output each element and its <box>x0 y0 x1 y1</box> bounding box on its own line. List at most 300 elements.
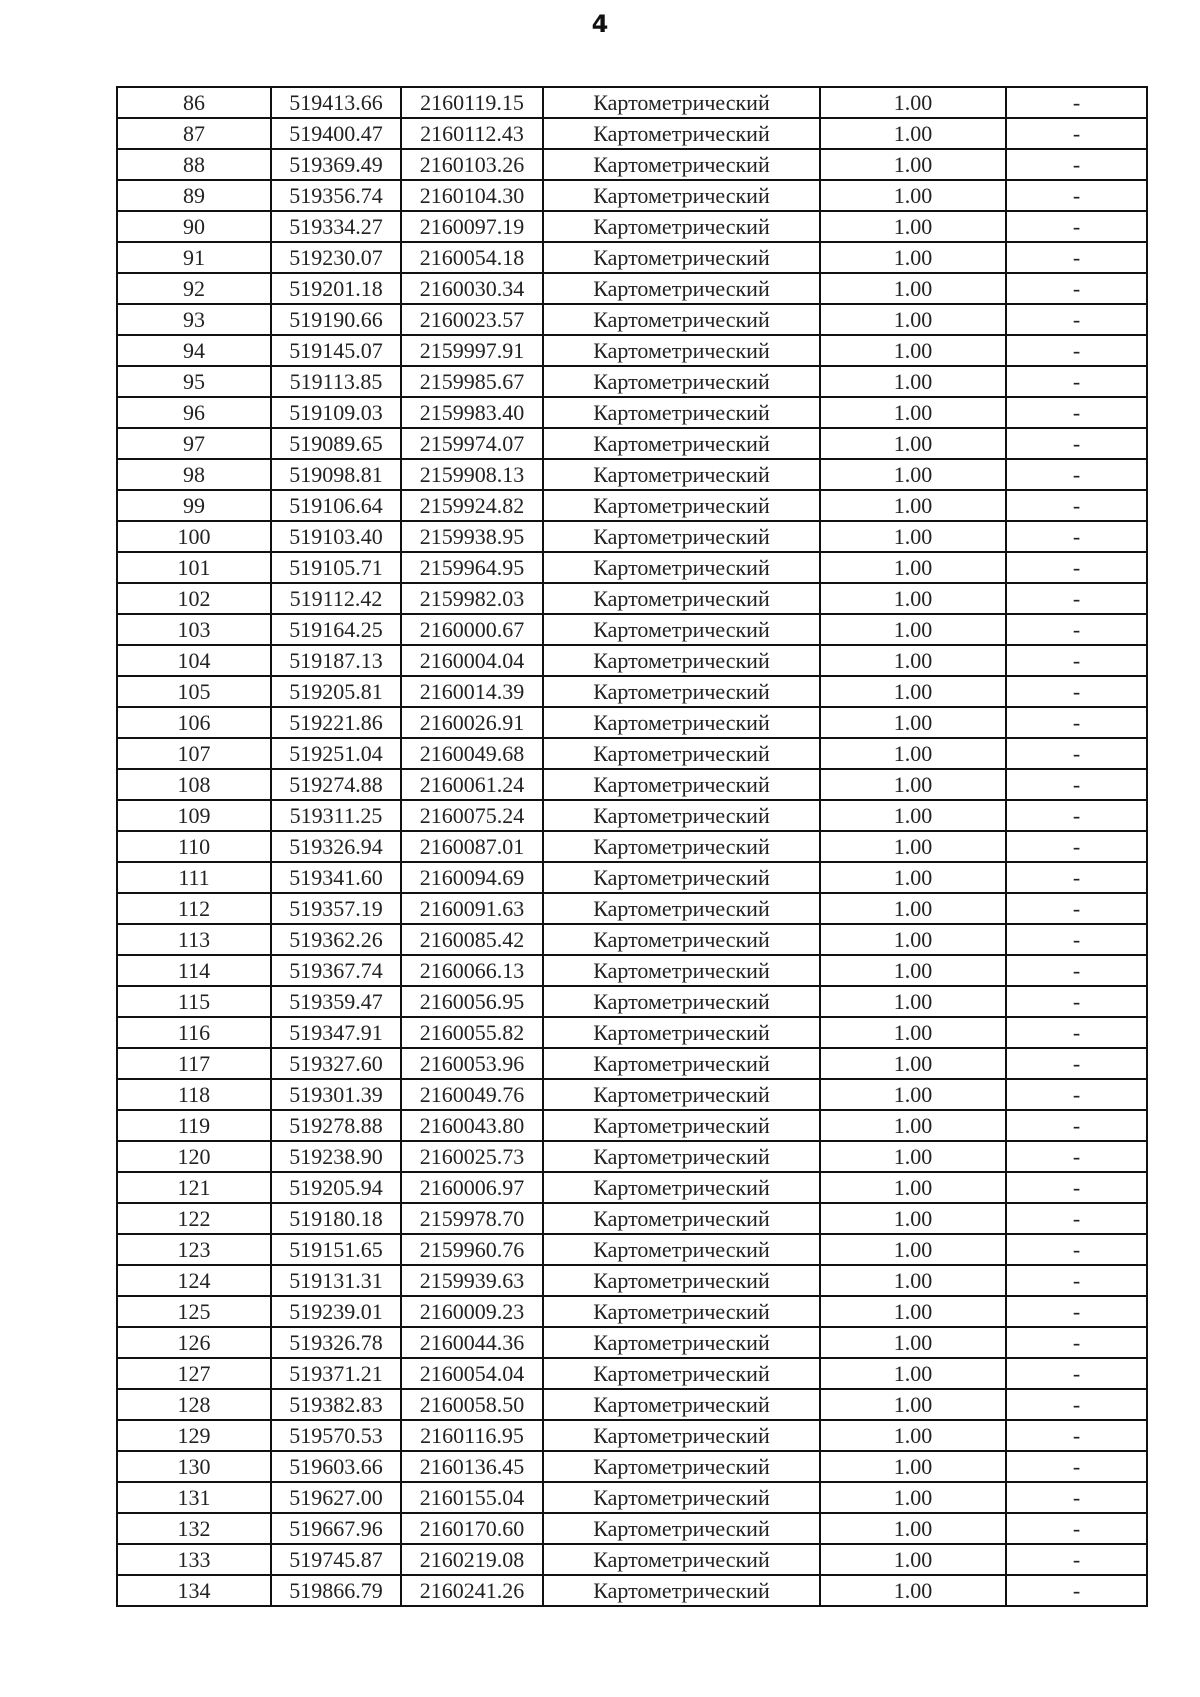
note-cell: - <box>1006 1110 1147 1141</box>
point-number-cell: 119 <box>117 1110 271 1141</box>
x-coordinate-cell: 519221.86 <box>271 707 401 738</box>
method-cell: Картометрический <box>543 1172 820 1203</box>
point-number-cell: 102 <box>117 583 271 614</box>
x-coordinate-cell: 519103.40 <box>271 521 401 552</box>
note-cell: - <box>1006 1265 1147 1296</box>
table-row <box>117 1327 1147 1358</box>
method-cell: Картометрический <box>543 1110 820 1141</box>
point-number-cell: 131 <box>117 1482 271 1513</box>
note-cell: - <box>1006 614 1147 645</box>
x-coordinate-cell: 519180.18 <box>271 1203 401 1234</box>
table-row <box>117 583 1147 614</box>
accuracy-cell: 1.00 <box>820 583 1006 614</box>
accuracy-cell: 1.00 <box>820 1141 1006 1172</box>
x-coordinate-cell: 519131.31 <box>271 1265 401 1296</box>
table-row <box>117 304 1147 335</box>
point-number-cell: 101 <box>117 552 271 583</box>
method-cell: Картометрический <box>543 1327 820 1358</box>
y-coordinate-cell: 2159974.07 <box>401 428 543 459</box>
note-cell: - <box>1006 304 1147 335</box>
method-cell: Картометрический <box>543 118 820 149</box>
method-cell: Картометрический <box>543 428 820 459</box>
accuracy-cell: 1.00 <box>820 87 1006 118</box>
method-cell: Картометрический <box>543 1482 820 1513</box>
point-number-cell: 117 <box>117 1048 271 1079</box>
y-coordinate-cell: 2160023.57 <box>401 304 543 335</box>
point-number-cell: 93 <box>117 304 271 335</box>
point-number-cell: 122 <box>117 1203 271 1234</box>
point-number-cell: 90 <box>117 211 271 242</box>
point-number-cell: 105 <box>117 676 271 707</box>
note-cell: - <box>1006 738 1147 769</box>
x-coordinate-cell: 519667.96 <box>271 1513 401 1544</box>
method-cell: Картометрический <box>543 1296 820 1327</box>
y-coordinate-cell: 2160066.13 <box>401 955 543 986</box>
accuracy-cell: 1.00 <box>820 955 1006 986</box>
method-cell: Картометрический <box>543 676 820 707</box>
method-cell: Картометрический <box>543 1234 820 1265</box>
x-coordinate-cell: 519359.47 <box>271 986 401 1017</box>
table-row <box>117 1420 1147 1451</box>
accuracy-cell: 1.00 <box>820 1110 1006 1141</box>
y-coordinate-cell: 2160136.45 <box>401 1451 543 1482</box>
point-number-cell: 108 <box>117 769 271 800</box>
table-row <box>117 738 1147 769</box>
table-row <box>117 707 1147 738</box>
accuracy-cell: 1.00 <box>820 180 1006 211</box>
x-coordinate-cell: 519230.07 <box>271 242 401 273</box>
accuracy-cell: 1.00 <box>820 273 1006 304</box>
note-cell: - <box>1006 242 1147 273</box>
y-coordinate-cell: 2160155.04 <box>401 1482 543 1513</box>
y-coordinate-cell: 2160241.26 <box>401 1575 543 1606</box>
note-cell: - <box>1006 1513 1147 1544</box>
accuracy-cell: 1.00 <box>820 1389 1006 1420</box>
y-coordinate-cell: 2160049.68 <box>401 738 543 769</box>
y-coordinate-cell: 2160103.26 <box>401 149 543 180</box>
note-cell: - <box>1006 1358 1147 1389</box>
y-coordinate-cell: 2160055.82 <box>401 1017 543 1048</box>
note-cell: - <box>1006 645 1147 676</box>
note-cell: - <box>1006 862 1147 893</box>
y-coordinate-cell: 2160094.69 <box>401 862 543 893</box>
table-row <box>117 1482 1147 1513</box>
note-cell: - <box>1006 1172 1147 1203</box>
y-coordinate-cell: 2159938.95 <box>401 521 543 552</box>
x-coordinate-cell: 519326.94 <box>271 831 401 862</box>
accuracy-cell: 1.00 <box>820 893 1006 924</box>
point-number-cell: 118 <box>117 1079 271 1110</box>
method-cell: Картометрический <box>543 893 820 924</box>
table-row <box>117 552 1147 583</box>
method-cell: Картометрический <box>543 304 820 335</box>
note-cell: - <box>1006 273 1147 304</box>
point-number-cell: 87 <box>117 118 271 149</box>
table-row <box>117 1172 1147 1203</box>
y-coordinate-cell: 2160026.91 <box>401 707 543 738</box>
x-coordinate-cell: 519089.65 <box>271 428 401 459</box>
x-coordinate-cell: 519238.90 <box>271 1141 401 1172</box>
x-coordinate-cell: 519098.81 <box>271 459 401 490</box>
method-cell: Картометрический <box>543 149 820 180</box>
accuracy-cell: 1.00 <box>820 1544 1006 1575</box>
accuracy-cell: 1.00 <box>820 428 1006 459</box>
table-row <box>117 1048 1147 1079</box>
point-number-cell: 94 <box>117 335 271 366</box>
accuracy-cell: 1.00 <box>820 1327 1006 1358</box>
table-row <box>117 490 1147 521</box>
method-cell: Картометрический <box>543 924 820 955</box>
note-cell: - <box>1006 1327 1147 1358</box>
x-coordinate-cell: 519106.64 <box>271 490 401 521</box>
x-coordinate-cell: 519347.91 <box>271 1017 401 1048</box>
x-coordinate-cell: 519369.49 <box>271 149 401 180</box>
table-row <box>117 180 1147 211</box>
table-row <box>117 1141 1147 1172</box>
point-number-cell: 132 <box>117 1513 271 1544</box>
x-coordinate-cell: 519190.66 <box>271 304 401 335</box>
point-number-cell: 127 <box>117 1358 271 1389</box>
point-number-cell: 92 <box>117 273 271 304</box>
note-cell: - <box>1006 1451 1147 1482</box>
accuracy-cell: 1.00 <box>820 1172 1006 1203</box>
y-coordinate-cell: 2159939.63 <box>401 1265 543 1296</box>
point-number-cell: 91 <box>117 242 271 273</box>
accuracy-cell: 1.00 <box>820 707 1006 738</box>
table-row <box>117 1296 1147 1327</box>
method-cell: Картометрический <box>543 180 820 211</box>
x-coordinate-cell: 519334.27 <box>271 211 401 242</box>
x-coordinate-cell: 519151.65 <box>271 1234 401 1265</box>
method-cell: Картометрический <box>543 490 820 521</box>
note-cell: - <box>1006 1017 1147 1048</box>
method-cell: Картометрический <box>543 87 820 118</box>
method-cell: Картометрический <box>543 1513 820 1544</box>
note-cell: - <box>1006 831 1147 862</box>
note-cell: - <box>1006 1048 1147 1079</box>
accuracy-cell: 1.00 <box>820 862 1006 893</box>
method-cell: Картометрический <box>543 1017 820 1048</box>
point-number-cell: 100 <box>117 521 271 552</box>
note-cell: - <box>1006 924 1147 955</box>
note-cell: - <box>1006 676 1147 707</box>
point-number-cell: 116 <box>117 1017 271 1048</box>
note-cell: - <box>1006 1420 1147 1451</box>
method-cell: Картометрический <box>543 831 820 862</box>
y-coordinate-cell: 2160085.42 <box>401 924 543 955</box>
y-coordinate-cell: 2160104.30 <box>401 180 543 211</box>
note-cell: - <box>1006 893 1147 924</box>
accuracy-cell: 1.00 <box>820 800 1006 831</box>
table-row <box>117 1017 1147 1048</box>
note-cell: - <box>1006 955 1147 986</box>
method-cell: Картометрический <box>543 1389 820 1420</box>
y-coordinate-cell: 2160054.18 <box>401 242 543 273</box>
note-cell: - <box>1006 1389 1147 1420</box>
point-number-cell: 123 <box>117 1234 271 1265</box>
x-coordinate-cell: 519113.85 <box>271 366 401 397</box>
y-coordinate-cell: 2159997.91 <box>401 335 543 366</box>
y-coordinate-cell: 2160014.39 <box>401 676 543 707</box>
table-row <box>117 1079 1147 1110</box>
accuracy-cell: 1.00 <box>820 552 1006 583</box>
table-row <box>117 614 1147 645</box>
method-cell: Картометрический <box>543 862 820 893</box>
accuracy-cell: 1.00 <box>820 1575 1006 1606</box>
y-coordinate-cell: 2160009.23 <box>401 1296 543 1327</box>
note-cell: - <box>1006 1141 1147 1172</box>
note-cell: - <box>1006 1234 1147 1265</box>
x-coordinate-cell: 519301.39 <box>271 1079 401 1110</box>
point-number-cell: 86 <box>117 87 271 118</box>
accuracy-cell: 1.00 <box>820 490 1006 521</box>
x-coordinate-cell: 519341.60 <box>271 862 401 893</box>
note-cell: - <box>1006 1575 1147 1606</box>
x-coordinate-cell: 519326.78 <box>271 1327 401 1358</box>
table-row <box>117 428 1147 459</box>
accuracy-cell: 1.00 <box>820 1048 1006 1079</box>
accuracy-cell: 1.00 <box>820 831 1006 862</box>
x-coordinate-cell: 519382.83 <box>271 1389 401 1420</box>
accuracy-cell: 1.00 <box>820 1296 1006 1327</box>
note-cell: - <box>1006 769 1147 800</box>
x-coordinate-cell: 519866.79 <box>271 1575 401 1606</box>
accuracy-cell: 1.00 <box>820 304 1006 335</box>
accuracy-cell: 1.00 <box>820 1203 1006 1234</box>
x-coordinate-cell: 519187.13 <box>271 645 401 676</box>
method-cell: Картометрический <box>543 1141 820 1172</box>
accuracy-cell: 1.00 <box>820 118 1006 149</box>
note-cell: - <box>1006 490 1147 521</box>
table-row <box>117 1544 1147 1575</box>
y-coordinate-cell: 2159982.03 <box>401 583 543 614</box>
method-cell: Картометрический <box>543 583 820 614</box>
x-coordinate-cell: 519105.71 <box>271 552 401 583</box>
point-number-cell: 125 <box>117 1296 271 1327</box>
x-coordinate-cell: 519239.01 <box>271 1296 401 1327</box>
table-row <box>117 335 1147 366</box>
note-cell: - <box>1006 707 1147 738</box>
x-coordinate-cell: 519400.47 <box>271 118 401 149</box>
y-coordinate-cell: 2160075.24 <box>401 800 543 831</box>
table-row <box>117 87 1147 118</box>
y-coordinate-cell: 2160043.80 <box>401 1110 543 1141</box>
x-coordinate-cell: 519356.74 <box>271 180 401 211</box>
method-cell: Картометрический <box>543 738 820 769</box>
point-number-cell: 124 <box>117 1265 271 1296</box>
table-row <box>117 1451 1147 1482</box>
page-number: 4 <box>591 10 609 38</box>
table-row <box>117 1513 1147 1544</box>
coordinates-table <box>116 86 1148 1607</box>
x-coordinate-cell: 519371.21 <box>271 1358 401 1389</box>
accuracy-cell: 1.00 <box>820 1451 1006 1482</box>
note-cell: - <box>1006 1482 1147 1513</box>
y-coordinate-cell: 2160119.15 <box>401 87 543 118</box>
x-coordinate-cell: 519311.25 <box>271 800 401 831</box>
method-cell: Картометрический <box>543 800 820 831</box>
method-cell: Картометрический <box>543 1451 820 1482</box>
method-cell: Картометрический <box>543 366 820 397</box>
x-coordinate-cell: 519112.42 <box>271 583 401 614</box>
method-cell: Картометрический <box>543 521 820 552</box>
accuracy-cell: 1.00 <box>820 986 1006 1017</box>
accuracy-cell: 1.00 <box>820 366 1006 397</box>
method-cell: Картометрический <box>543 769 820 800</box>
y-coordinate-cell: 2160170.60 <box>401 1513 543 1544</box>
y-coordinate-cell: 2159960.76 <box>401 1234 543 1265</box>
x-coordinate-cell: 519603.66 <box>271 1451 401 1482</box>
y-coordinate-cell: 2159964.95 <box>401 552 543 583</box>
accuracy-cell: 1.00 <box>820 459 1006 490</box>
note-cell: - <box>1006 180 1147 211</box>
accuracy-cell: 1.00 <box>820 149 1006 180</box>
y-coordinate-cell: 2160006.97 <box>401 1172 543 1203</box>
method-cell: Картометрический <box>543 397 820 428</box>
y-coordinate-cell: 2160054.04 <box>401 1358 543 1389</box>
x-coordinate-cell: 519205.94 <box>271 1172 401 1203</box>
method-cell: Картометрический <box>543 1079 820 1110</box>
method-cell: Картометрический <box>543 273 820 304</box>
y-coordinate-cell: 2160058.50 <box>401 1389 543 1420</box>
method-cell: Картометрический <box>543 459 820 490</box>
method-cell: Картометрический <box>543 1048 820 1079</box>
method-cell: Картометрический <box>543 242 820 273</box>
point-number-cell: 97 <box>117 428 271 459</box>
method-cell: Картометрический <box>543 645 820 676</box>
y-coordinate-cell: 2160000.67 <box>401 614 543 645</box>
accuracy-cell: 1.00 <box>820 1017 1006 1048</box>
point-number-cell: 89 <box>117 180 271 211</box>
accuracy-cell: 1.00 <box>820 1079 1006 1110</box>
point-number-cell: 128 <box>117 1389 271 1420</box>
x-coordinate-cell: 519109.03 <box>271 397 401 428</box>
y-coordinate-cell: 2160087.01 <box>401 831 543 862</box>
note-cell: - <box>1006 149 1147 180</box>
table-row <box>117 986 1147 1017</box>
x-coordinate-cell: 519570.53 <box>271 1420 401 1451</box>
method-cell: Картометрический <box>543 1358 820 1389</box>
accuracy-cell: 1.00 <box>820 645 1006 676</box>
method-cell: Картометрический <box>543 1265 820 1296</box>
table-row <box>117 211 1147 242</box>
y-coordinate-cell: 2159985.67 <box>401 366 543 397</box>
note-cell: - <box>1006 366 1147 397</box>
table-row <box>117 1389 1147 1420</box>
point-number-cell: 115 <box>117 986 271 1017</box>
point-number-cell: 104 <box>117 645 271 676</box>
x-coordinate-cell: 519327.60 <box>271 1048 401 1079</box>
y-coordinate-cell: 2160053.96 <box>401 1048 543 1079</box>
accuracy-cell: 1.00 <box>820 242 1006 273</box>
y-coordinate-cell: 2160025.73 <box>401 1141 543 1172</box>
method-cell: Картометрический <box>543 986 820 1017</box>
accuracy-cell: 1.00 <box>820 614 1006 645</box>
note-cell: - <box>1006 800 1147 831</box>
x-coordinate-cell: 519274.88 <box>271 769 401 800</box>
table-row <box>117 149 1147 180</box>
point-number-cell: 130 <box>117 1451 271 1482</box>
accuracy-cell: 1.00 <box>820 211 1006 242</box>
note-cell: - <box>1006 552 1147 583</box>
note-cell: - <box>1006 583 1147 614</box>
y-coordinate-cell: 2160030.34 <box>401 273 543 304</box>
note-cell: - <box>1006 1079 1147 1110</box>
point-number-cell: 112 <box>117 893 271 924</box>
accuracy-cell: 1.00 <box>820 521 1006 552</box>
point-number-cell: 109 <box>117 800 271 831</box>
y-coordinate-cell: 2160049.76 <box>401 1079 543 1110</box>
point-number-cell: 120 <box>117 1141 271 1172</box>
point-number-cell: 98 <box>117 459 271 490</box>
table-row <box>117 1203 1147 1234</box>
note-cell: - <box>1006 521 1147 552</box>
table-row <box>117 831 1147 862</box>
point-number-cell: 111 <box>117 862 271 893</box>
method-cell: Картометрический <box>543 211 820 242</box>
y-coordinate-cell: 2160112.43 <box>401 118 543 149</box>
x-coordinate-cell: 519251.04 <box>271 738 401 769</box>
table-row <box>117 769 1147 800</box>
x-coordinate-cell: 519413.66 <box>271 87 401 118</box>
note-cell: - <box>1006 87 1147 118</box>
method-cell: Картометрический <box>543 552 820 583</box>
note-cell: - <box>1006 397 1147 428</box>
x-coordinate-cell: 519164.25 <box>271 614 401 645</box>
table-row <box>117 521 1147 552</box>
table-row <box>117 676 1147 707</box>
x-coordinate-cell: 519201.18 <box>271 273 401 304</box>
method-cell: Картометрический <box>543 614 820 645</box>
accuracy-cell: 1.00 <box>820 335 1006 366</box>
x-coordinate-cell: 519745.87 <box>271 1544 401 1575</box>
point-number-cell: 114 <box>117 955 271 986</box>
x-coordinate-cell: 519357.19 <box>271 893 401 924</box>
note-cell: - <box>1006 1296 1147 1327</box>
method-cell: Картометрический <box>543 1420 820 1451</box>
method-cell: Картометрический <box>543 1575 820 1606</box>
y-coordinate-cell: 2160044.36 <box>401 1327 543 1358</box>
point-number-cell: 129 <box>117 1420 271 1451</box>
point-number-cell: 88 <box>117 149 271 180</box>
table-row <box>117 645 1147 676</box>
y-coordinate-cell: 2160004.04 <box>401 645 543 676</box>
table-row <box>117 1265 1147 1296</box>
y-coordinate-cell: 2160061.24 <box>401 769 543 800</box>
note-cell: - <box>1006 1203 1147 1234</box>
accuracy-cell: 1.00 <box>820 1482 1006 1513</box>
x-coordinate-cell: 519278.88 <box>271 1110 401 1141</box>
accuracy-cell: 1.00 <box>820 1234 1006 1265</box>
table-row <box>117 1234 1147 1265</box>
table-row <box>117 242 1147 273</box>
y-coordinate-cell: 2159978.70 <box>401 1203 543 1234</box>
accuracy-cell: 1.00 <box>820 1513 1006 1544</box>
point-number-cell: 107 <box>117 738 271 769</box>
table-row <box>117 273 1147 304</box>
y-coordinate-cell: 2160056.95 <box>401 986 543 1017</box>
accuracy-cell: 1.00 <box>820 924 1006 955</box>
point-number-cell: 96 <box>117 397 271 428</box>
point-number-cell: 106 <box>117 707 271 738</box>
table-row <box>117 800 1147 831</box>
y-coordinate-cell: 2160091.63 <box>401 893 543 924</box>
coordinates-table-body <box>117 87 1147 1606</box>
point-number-cell: 134 <box>117 1575 271 1606</box>
point-number-cell: 113 <box>117 924 271 955</box>
accuracy-cell: 1.00 <box>820 397 1006 428</box>
method-cell: Картометрический <box>543 955 820 986</box>
